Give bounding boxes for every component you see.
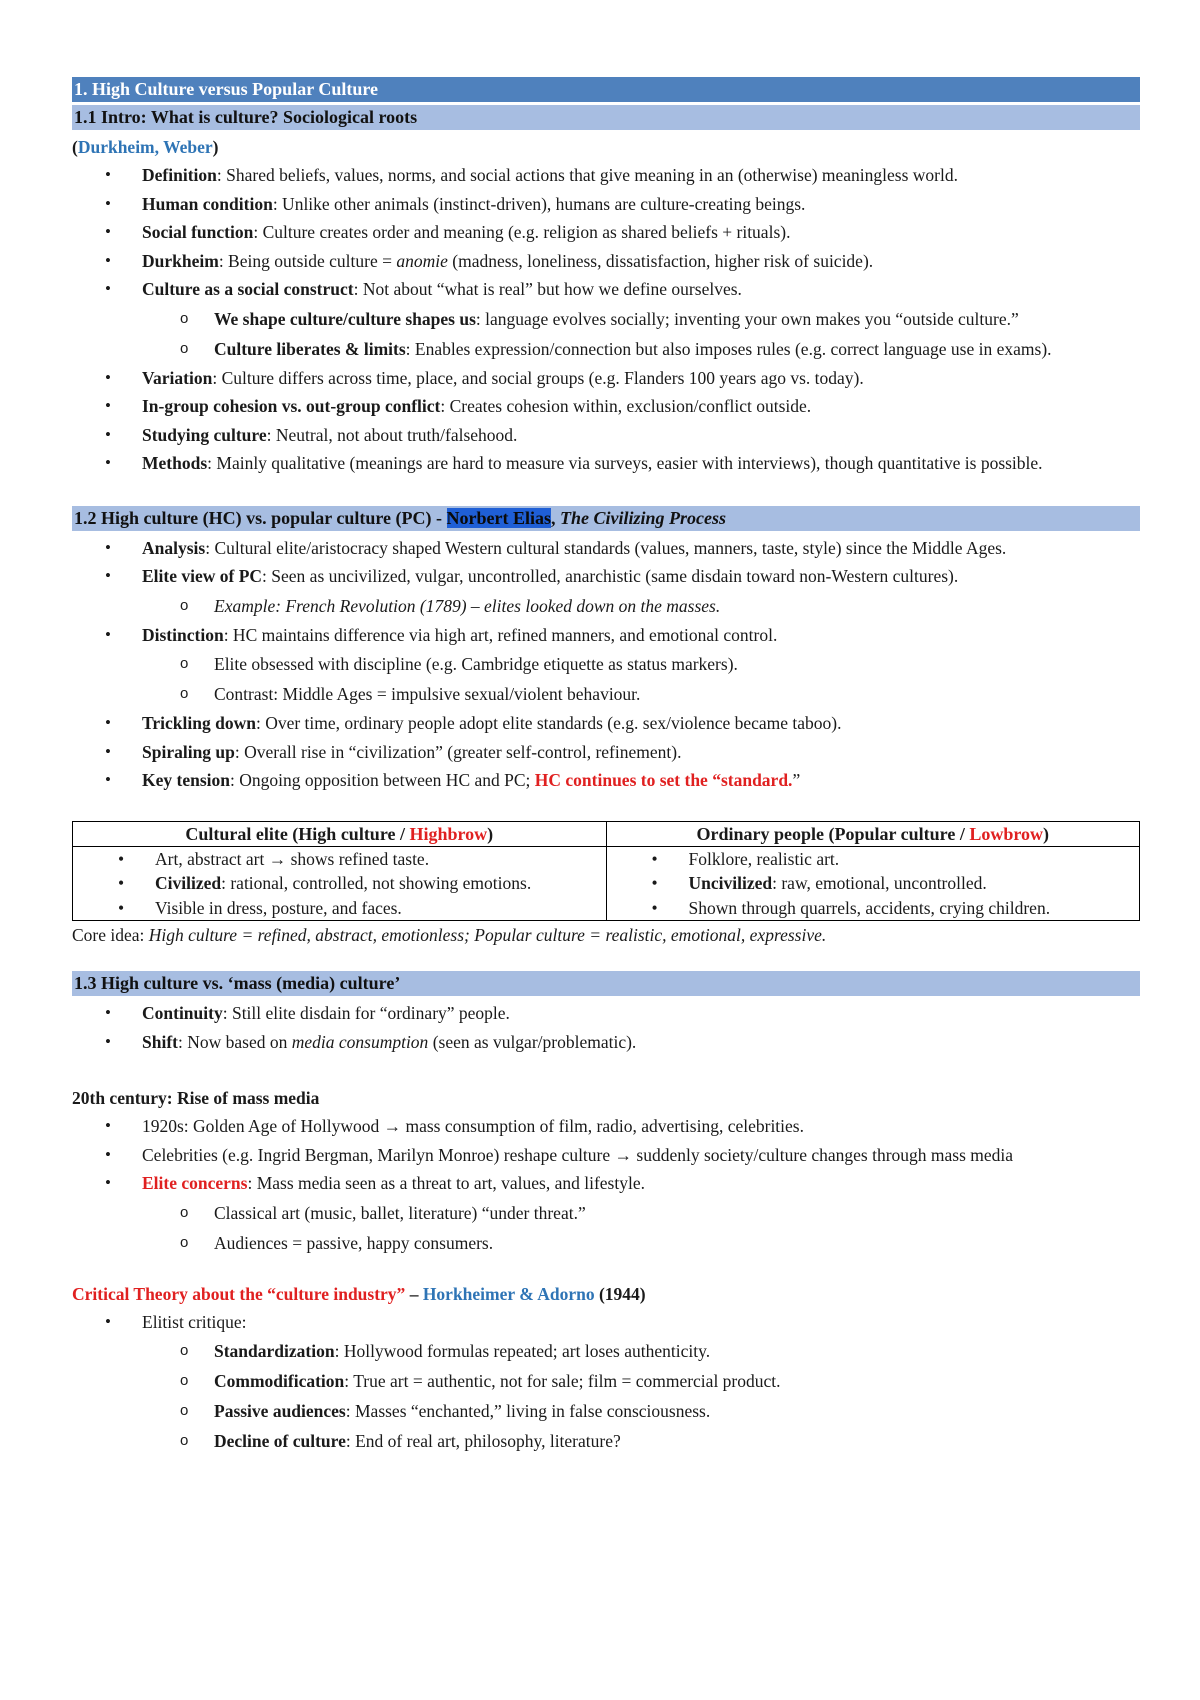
list-item: • 1920s: Golden Age of Hollywood → mass consumption of film, radio, advertising, celebrities. [72,1112,1140,1141]
list-item: • Elitist critique: [72,1308,1140,1337]
list-item: • Social function: Culture creates order and meaning (e.g. religion as shared beliefs + rituals). [72,218,1140,247]
section-1-2-heading: 1.2 High culture (HC) vs. popular culture (PC) - Norbert Elias, The Civilizing Process [72,506,1140,531]
list-item: • Methods: Mainly qualitative (meanings are hard to measure via surveys, easier with interviews), though quantitative is possible. [72,449,1140,478]
sub-list-item: o Classical art (music, ballet, literature) “under threat.” [72,1198,1140,1228]
list-item: • Culture as a social construct: Not about “what is real” but how we define ourselves. [72,275,1140,304]
spacer [72,478,1140,506]
spacer [72,1056,1140,1084]
list-item: • Elite view of PC: Seen as uncivilized, vulgar, uncontrolled, anarchistic (same disdain toward non-Western cultures). [72,562,1140,591]
sub-list-item: o Standardization: Hollywood formulas repeated; art loses authenticity. [72,1336,1140,1366]
sub-list-item: o Decline of culture: End of real art, philosophy, literature? [72,1426,1140,1456]
sub-list-item: o Culture liberates & limits: Enables expression/connection but also imposes rules (e.g. correct language use in exams). [72,334,1140,364]
list-item: • Continuity: Still elite disdain for “ordinary” people. [72,999,1140,1028]
spacer [72,795,1140,817]
table-list-item: • Visible in dress, posture, and faces. [73,896,606,921]
list-item: • Celebrities (e.g. Ingrid Bergman, Marilyn Monroe) reshape culture → suddenly society/culture changes through mass media [72,1141,1140,1170]
authors-names: Durkheim, Weber [77,137,213,157]
table-list-item: • Folklore, realistic art. [607,847,1140,872]
sub-list-item: o Passive audiences: Masses “enchanted,” living in false consciousness. [72,1396,1140,1426]
table-cell-left [73,846,607,921]
table-list-item: • Uncivilized: raw, emotional, uncontrolled. [607,871,1140,896]
table-list-item: • Art, abstract art → shows refined taste. [73,847,606,872]
table-header-left: Cultural elite (High culture / Highbrow) [73,821,607,846]
critical-theory-heading: Critical Theory about the “culture industry” – Horkheimer & Adorno (1944) [72,1283,646,1304]
list-item: • Definition: Shared beliefs, values, norms, and social actions that give meaning in an (otherwise) meaningless world. [72,161,1140,190]
list-item: • In-group cohesion vs. out-group conflict: Creates cohesion within, exclusion/conflict outside. [72,392,1140,421]
sub-list-item: o Example: French Revolution (1789) – elites looked down on the masses. [72,591,1140,621]
sub-list-item: o Elite obsessed with discipline (e.g. Cambridge etiquette as status markers). [72,649,1140,679]
mass-media-list [72,1112,1140,1258]
highlighted-author: Norbert Elias [446,507,551,528]
sub-list-item: o Contrast: Middle Ages = impulsive sexual/violent behaviour. [72,679,1140,709]
list-item: • Key tension: Ongoing opposition between HC and PC; HC continues to set the “standard.” [72,766,1140,795]
sub-list-item: o Audiences = passive, happy consumers. [72,1228,1140,1258]
section-1-3-heading: 1.3 High culture vs. ‘mass (media) culture’ [72,971,1140,996]
list-item: • Human condition: Unlike other animals (instinct-driven), humans are culture-creating beings. [72,190,1140,219]
table-list-item: • Civilized: rational, controlled, not showing emotions. [73,871,606,896]
table-list-item: • Shown through quarrels, accidents, crying children. [607,896,1140,921]
spacer [72,1258,1140,1280]
sub-list-item: o Commodification: True art = authentic, not for sale; film = commercial product. [72,1366,1140,1396]
table-header-right: Ordinary people (Popular culture / Lowbrow) [606,821,1140,846]
list-item: • Variation: Culture differs across time, place, and social groups (e.g. Flanders 100 years ago vs. today). [72,364,1140,393]
table-cell-right [606,846,1140,921]
section-1-heading: 1. High Culture versus Popular Culture [72,77,1140,102]
list-item: • Analysis: Cultural elite/aristocracy shaped Western cultural standards (values, manners, taste, style) since the Middle Ages. [72,534,1140,563]
mass-culture-list [72,999,1140,1056]
core-idea: Core idea: High culture = refined, abstract, emotionless; Popular culture = realistic, emotional, expressive. [72,925,827,945]
list-item: • Shift: Now based on media consumption (seen as vulgar/problematic). [72,1028,1140,1057]
list-item: • Durkheim: Being outside culture = anomie (madness, loneliness, dissatisfaction, higher risk of suicide). [72,247,1140,276]
list-item: • Studying culture: Neutral, not about truth/falsehood. [72,421,1140,450]
subheading-20th-century: 20th century: Rise of mass media [72,1088,320,1108]
list-item: • Spiraling up: Overall rise in “civilization” (greater self-control, refinement). [72,738,1140,767]
critical-theory-list [72,1308,1140,1457]
section-1-1-heading: 1.1 Intro: What is culture? Sociological roots [72,105,1140,130]
comparison-table [72,821,1140,922]
elias-list [72,534,1140,795]
spacer [72,949,1140,971]
authors-line: (Durkheim, Weber) [72,137,219,157]
document-page [72,77,1140,1456]
list-item: • Trickling down: Over time, ordinary people adopt elite standards (e.g. sex/violence became taboo). [72,709,1140,738]
list-item: • Elite concerns: Mass media seen as a threat to art, values, and lifestyle. [72,1169,1140,1198]
sub-list-item: o We shape culture/culture shapes us: language evolves socially; inventing your own makes you “outside culture.” [72,304,1140,334]
list-item: • Distinction: HC maintains difference via high art, refined manners, and emotional control. [72,621,1140,650]
intro-list [72,161,1140,478]
